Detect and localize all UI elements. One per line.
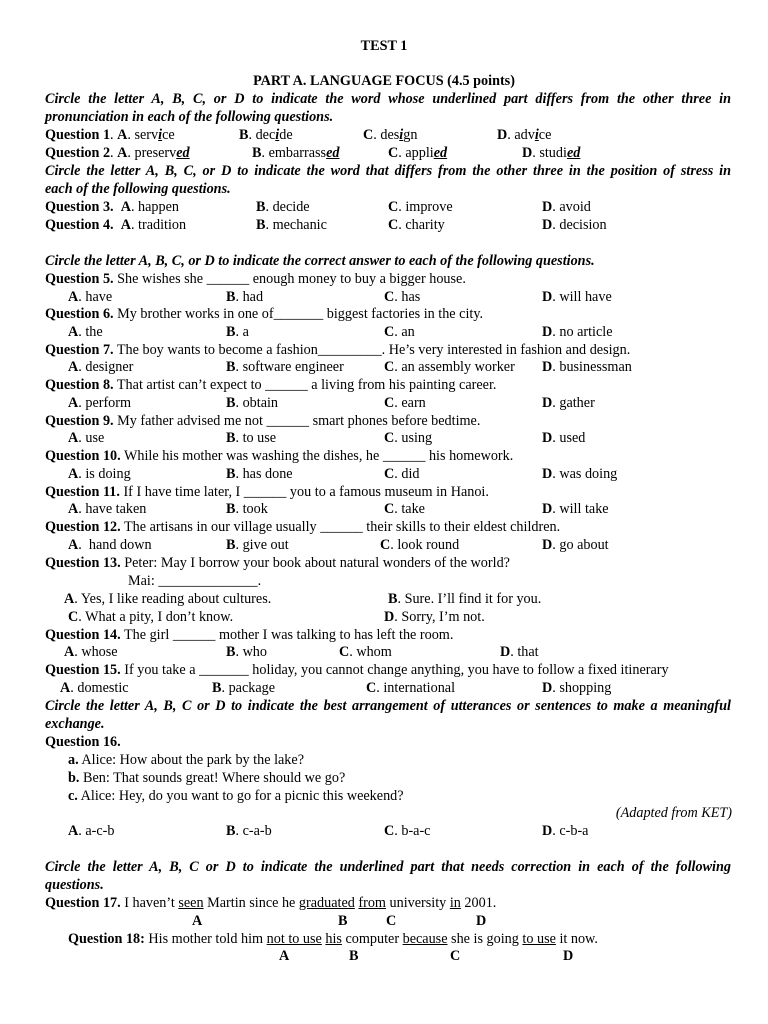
q15-option-d[interactable]: D. shopping (542, 680, 612, 696)
question-14: Question 14. The girl ______ mother I was talking to has left the room. (45, 627, 454, 643)
q17-part-d[interactable]: in (449, 895, 461, 911)
q8-option-a[interactable]: A. perform (68, 395, 132, 411)
q16-option-c[interactable]: C. b-a-c (384, 823, 431, 839)
q1-option-c[interactable]: C. design (363, 127, 418, 143)
q12-option-d[interactable]: D. go about (542, 537, 609, 553)
q7-option-c[interactable]: C. an assembly worker (384, 359, 515, 375)
instruction-arrangement-2: exchange. (45, 716, 105, 732)
instruction-error-2: questions. (45, 877, 104, 893)
q7-option-d[interactable]: D. businessman (542, 359, 632, 375)
q5-option-a[interactable]: A. have (68, 289, 113, 305)
q18-letter-d: D (563, 948, 574, 964)
q9-option-d[interactable]: D. used (542, 430, 586, 446)
q8-option-b[interactable]: B. obtain (226, 395, 279, 411)
instruction-stress-1: Circle the letter A, B, C, or D to indicate the word that differs from the other three in the position of stress in (45, 163, 731, 179)
q4-option-d[interactable]: D. decision (542, 217, 607, 233)
question-8: Question 8. That artist can’t expect to ______ a living from his painting career. (45, 377, 497, 393)
question-18: Question 18: His mother told him not to use his computer because she is going to use it now. (68, 931, 598, 947)
q13-mai-line: Mai: ______________. (128, 573, 262, 589)
question-1: Question 1. A. service (45, 127, 175, 143)
q13-option-b[interactable]: B. Sure. I’ll find it for you. (388, 591, 542, 607)
q3-option-c[interactable]: C. improve (388, 199, 453, 215)
q15-option-b[interactable]: B. package (212, 680, 276, 696)
instruction-pronunciation-1: Circle the letter A, B, C, or D to indicate the word whose underlined part differs from the other three in (45, 91, 731, 107)
question-6: Question 6. My brother works in one of_______ biggest factories in the city. (45, 306, 484, 322)
q3-option-b[interactable]: B. decide (256, 199, 310, 215)
q18-letter-c: C (450, 948, 461, 964)
q17-letter-d: D (476, 913, 487, 929)
q5-option-c[interactable]: C. has (384, 289, 421, 305)
q11-option-b[interactable]: B. took (226, 501, 268, 517)
q9-option-b[interactable]: B. to use (226, 430, 277, 446)
question-10: Question 10. While his mother was washing the dishes, he ______ his homework. (45, 448, 514, 464)
q17-part-a[interactable]: seen (178, 895, 204, 911)
q12-option-c[interactable]: C. look round (380, 537, 460, 553)
q8-option-c[interactable]: C. earn (384, 395, 426, 411)
q11-option-c[interactable]: C. take (384, 501, 425, 517)
q17-letter-a: A (192, 913, 203, 929)
q7-option-a[interactable]: A. designer (68, 359, 134, 375)
q16-source: (Adapted from KET) (615, 805, 732, 821)
q6-option-c[interactable]: C. an (384, 324, 415, 340)
part-a-heading: PART A. LANGUAGE FOCUS (4.5 points) (253, 73, 515, 89)
question-2: Question 2. A. preserved (45, 145, 190, 161)
q15-option-a[interactable]: A. domestic (60, 680, 129, 696)
q11-option-d[interactable]: D. will take (542, 501, 609, 517)
q10-option-a[interactable]: A. is doing (68, 466, 131, 482)
q14-option-c[interactable]: C. whom (339, 644, 392, 660)
q5-option-d[interactable]: D. will have (542, 289, 612, 305)
question-13: Question 13. Peter: May I borrow your book about natural wonders of the world? (45, 555, 510, 571)
q18-part-a[interactable]: not to use (266, 931, 322, 947)
q15-option-c[interactable]: C. international (366, 680, 456, 696)
question-16: Question 16. (45, 734, 121, 750)
q18-part-b[interactable]: his (325, 931, 342, 947)
q10-option-c[interactable]: C. did (384, 466, 420, 482)
q16-option-a[interactable]: A. a-c-b (68, 823, 115, 839)
q6-option-d[interactable]: D. no article (542, 324, 613, 340)
q16-option-d[interactable]: D. c-b-a (542, 823, 589, 839)
q4-option-b[interactable]: B. mechanic (256, 217, 327, 233)
q18-letter-b: B (349, 948, 359, 964)
instruction-error-1: Circle the letter A, B, C or D to indicate the underlined part that needs correction in each of the following (45, 859, 731, 875)
q14-option-d[interactable]: D. that (500, 644, 539, 660)
q13-option-c[interactable]: C. What a pity, I don’t know. (68, 609, 234, 625)
q7-option-b[interactable]: B. software engineer (226, 359, 344, 375)
q9-option-c[interactable]: C. using (384, 430, 433, 446)
q10-option-b[interactable]: B. has done (226, 466, 293, 482)
question-7: Question 7. The boy wants to become a fashion_________. He’s very interested in fashion and design. (45, 342, 631, 358)
question-12: Question 12. The artisans in our village usually ______ their skills to their eldest children. (45, 519, 561, 535)
q18-part-c[interactable]: because (402, 931, 448, 947)
q6-option-b[interactable]: B. a (226, 324, 249, 340)
q18-letter-a: A (279, 948, 290, 964)
q17-part-b[interactable]: graduated (298, 895, 355, 911)
question-15: Question 15. If you take a _______ holiday, you cannot change anything, you have to follow a fixed itinerary (45, 662, 669, 678)
instruction-correct-answer: Circle the letter A, B, C, or D to indicate the correct answer to each of the following questions. (45, 253, 595, 269)
q16-option-b[interactable]: B. c-a-b (226, 823, 272, 839)
q17-letter-c: C (386, 913, 397, 929)
question-17: Question 17. I haven’t seen Martin since he graduated from university in 2001. (45, 895, 497, 911)
q9-option-a[interactable]: A. use (68, 430, 105, 446)
q18-part-d[interactable]: to use (522, 931, 556, 947)
q13-option-d[interactable]: D. Sorry, I’m not. (384, 609, 485, 625)
q12-option-b[interactable]: B. give out (226, 537, 289, 553)
q17-letter-b: B (338, 913, 348, 929)
q17-part-c[interactable]: from (358, 895, 386, 911)
q2-option-c[interactable]: C. applied (388, 145, 448, 161)
question-4: Question 4. A. tradition (45, 217, 187, 233)
question-5: Question 5. She wishes she ______ enough money to buy a bigger house. (45, 271, 466, 287)
question-9: Question 9. My father advised me not ______ smart phones before bedtime. (45, 413, 481, 429)
q1-option-d[interactable]: D. advice (497, 127, 552, 143)
q8-option-d[interactable]: D. gather (542, 395, 595, 411)
q2-option-b[interactable]: B. embarrassed (252, 145, 340, 161)
q11-option-a[interactable]: A. have taken (68, 501, 147, 517)
q16-utterance-a: a. Alice: How about the park by the lake? (68, 752, 304, 768)
q14-option-b[interactable]: B. who (226, 644, 267, 660)
q5-option-b[interactable]: B. had (226, 289, 264, 305)
q16-utterance-b: b. Ben: That sounds great! Where should we go? (68, 770, 346, 786)
q6-option-a[interactable]: A. the (68, 324, 103, 340)
question-3: Question 3. A. happen (45, 199, 180, 215)
instruction-stress-2: each of the following questions. (45, 181, 231, 197)
instruction-pronunciation-2: pronunciation in each of the following questions. (45, 109, 334, 125)
q14-option-a[interactable]: A. whose (64, 644, 118, 660)
q2-option-d[interactable]: D. studied (522, 145, 581, 161)
q12-option-a[interactable]: A. hand down (68, 537, 152, 553)
instruction-arrangement-1: Circle the letter A, B, C or D to indicate the best arrangement of utterances or sentences to make a meaningful (45, 698, 731, 714)
q4-option-c[interactable]: C. charity (388, 217, 445, 233)
q1-option-b[interactable]: B. decide (239, 127, 293, 143)
test-title: TEST 1 (360, 38, 408, 54)
question-11: Question 11. If I have time later, I ______ you to a famous museum in Hanoi. (45, 484, 489, 500)
q13-option-a[interactable]: A. Yes, I like reading about cultures. (64, 591, 272, 607)
q10-option-d[interactable]: D. was doing (542, 466, 618, 482)
q3-option-d[interactable]: D. avoid (542, 199, 591, 215)
q16-utterance-c: c. Alice: Hey, do you want to go for a picnic this weekend? (68, 788, 404, 804)
